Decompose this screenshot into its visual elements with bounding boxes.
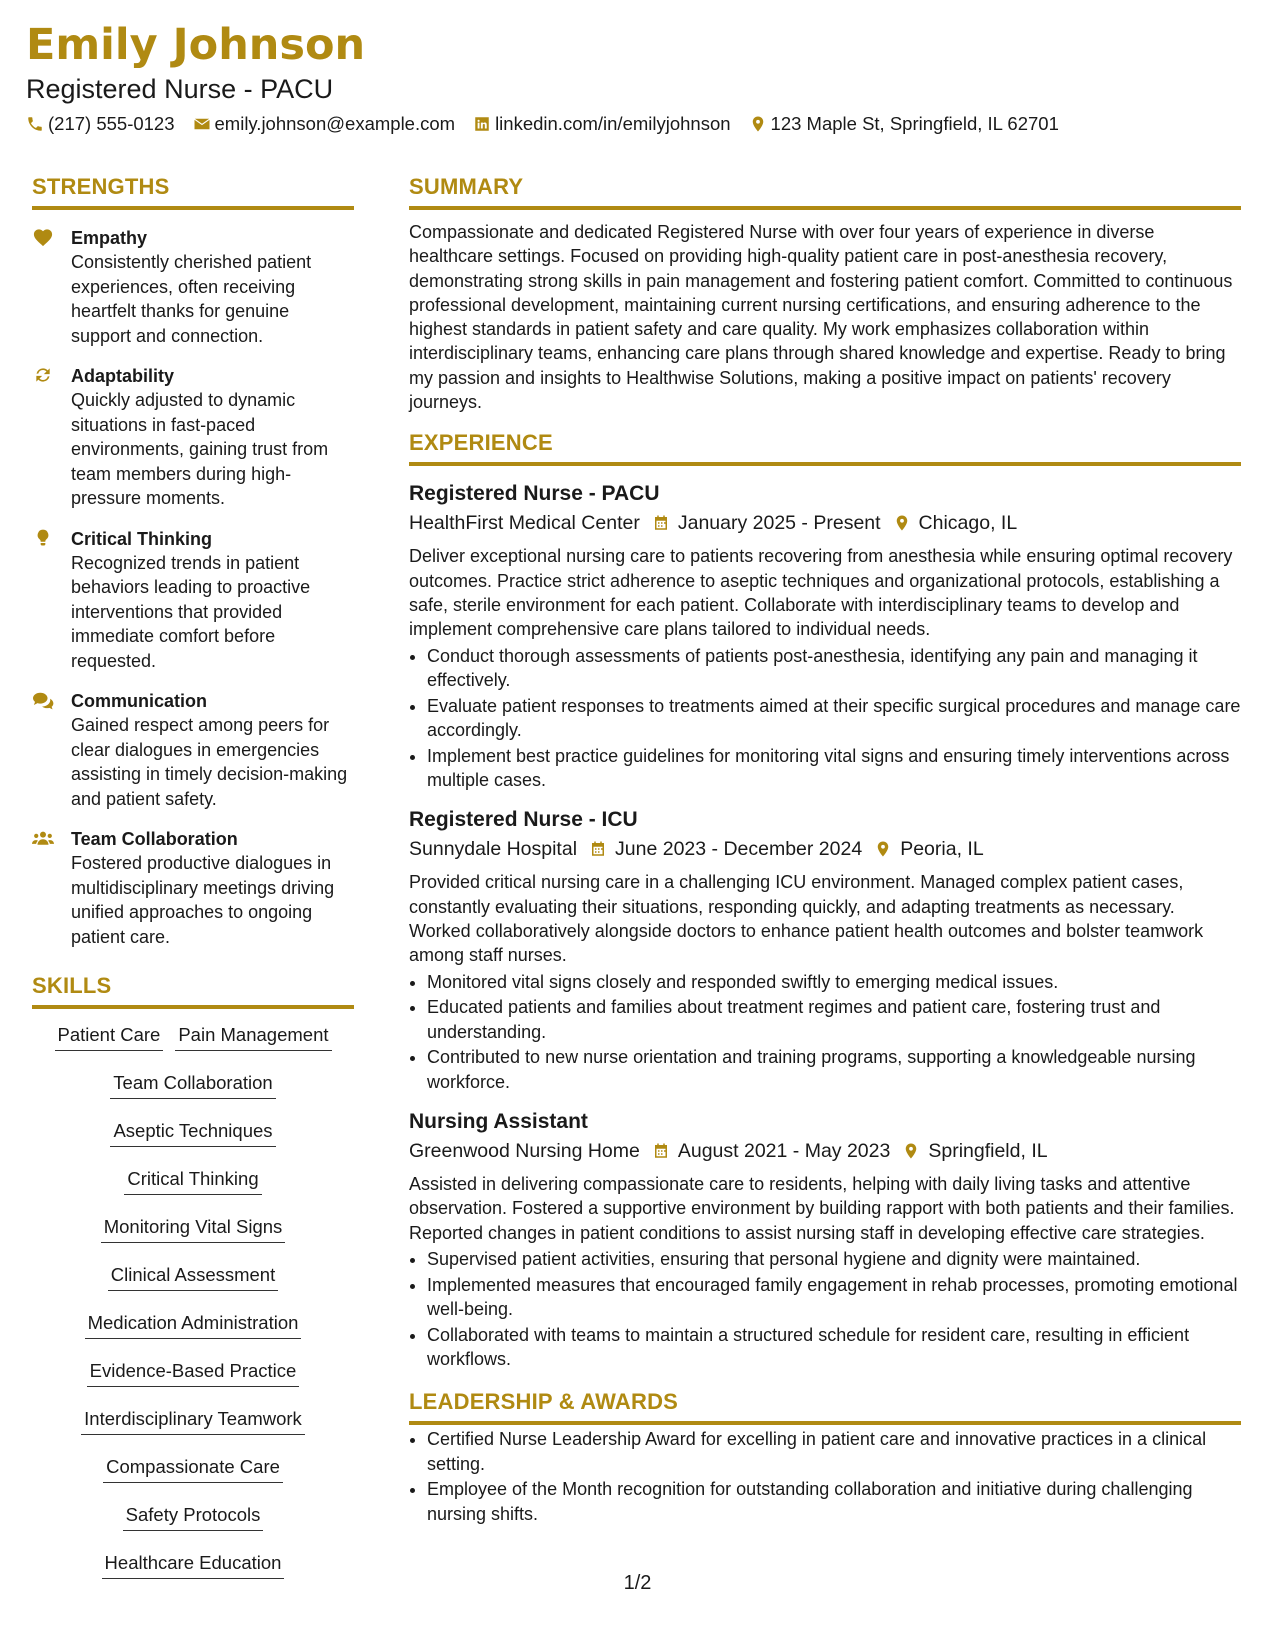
- contact-email-text: emily.johnson@example.com: [214, 113, 456, 134]
- job-meta: [409, 834, 1241, 864]
- skill-tag: Aseptic Techniques: [110, 1119, 275, 1147]
- job-bullet: • Conduct thorough assessments of patients post-anesthesia, identifying any pain and managing it effectively.: [427, 644, 1241, 693]
- map-pin-icon: [893, 513, 911, 533]
- page-number: 1/2: [623, 1572, 652, 1594]
- resume-name: Emily Johnson: [26, 20, 366, 70]
- job-dates: January 2025 - Present: [677, 512, 881, 535]
- job-description: Deliver exceptional nursing care to patients recovering from anesthesia while ensuring optimal recovery outcomes. Practice strict adherence to aseptic techniques and organizational protocols, establishing a safe, sterile environment for each patient. Collaborate with interdisciplinary teams to develop and implement comprehensive care plans tailored to individual needs.: [409, 546, 1233, 640]
- contact-email[interactable]: [193, 113, 456, 135]
- job-dates: August 2021 - May 2023: [677, 1140, 891, 1163]
- linkedin-icon: [473, 115, 495, 133]
- strength-desc: Quickly adjusted to dynamic situations in fast-paced environments, gaining trust from team members during high-pressure moments.: [71, 390, 329, 508]
- strength-title: Critical Thinking: [71, 528, 213, 549]
- strength-item: [32, 364, 354, 511]
- job-bullets: [409, 1247, 1241, 1371]
- job-bullet: • Educated patients and families about treatment regimes and patient care, fostering trust and understanding.: [427, 995, 1241, 1044]
- users-icon: [32, 828, 54, 848]
- job-bullet: • Collaborated with teams to maintain a structured schedule for resident care, resulting in efficient workflows.: [427, 1323, 1241, 1372]
- strength-title: Communication: [71, 691, 208, 711]
- contact-phone-text: (217) 555-0123: [48, 113, 175, 134]
- strength-desc: Consistently cherished patient experiences, often receiving heartfelt thanks for genuine support and connection.: [71, 252, 312, 346]
- job-location: Chicago, IL: [918, 512, 1018, 535]
- job-bullet: • Evaluate patient responses to treatments aimed at their specific surgical procedures and manage care accordingly.: [427, 694, 1241, 743]
- summary-text: Compassionate and dedicated Registered Nurse with over four years of experience in diverse healthcare settings. Focused on providing high-quality patient care in post-anesthesia recovery, demonstrating strong skills in pain management and fostering patient comfort. Committed to continuous professional development, maintaining current nursing certifications, and ensuring adherence to the highest standards in patient safety and care quality. My work emphasizes collaboration within interdisciplinary teams, enhancing care plans through shared knowledge and expertise. Ready to bring my passion and insights to Healthwise Solutions, making a positive impact on patients' recovery journeys.: [409, 222, 1233, 413]
- refresh-icon: [32, 365, 54, 385]
- job-bullet: • Implement best practice guidelines for monitoring vital signs and ensuring timely interventions across multiple cases.: [427, 744, 1241, 793]
- job-meta: [409, 1136, 1241, 1166]
- job-dates: June 2023 - December 2024: [615, 838, 863, 861]
- job-bullets: [409, 970, 1241, 1094]
- skills-heading: SKILLS: [32, 975, 354, 1009]
- skill-tag: Evidence-Based Practice: [87, 1359, 300, 1387]
- skill-tag: Safety Protocols: [123, 1503, 264, 1531]
- calendar-icon: [589, 839, 607, 859]
- phone-icon: [26, 115, 48, 133]
- strength-title: Team Collaboration: [71, 829, 238, 849]
- map-pin-icon: [902, 1141, 920, 1161]
- leadership-heading: LEADERSHIP & AWARDS: [409, 1391, 1241, 1425]
- contact-address: [749, 113, 1059, 135]
- job-entry: [409, 1108, 1241, 1371]
- contact-bar: [26, 113, 1077, 135]
- skill-tag: Patient Care: [55, 1023, 164, 1051]
- job-bullet: • Implemented measures that encouraged family engagement in rehab processes, promoting emotional well-being.: [427, 1273, 1241, 1322]
- award-item: • Certified Nurse Leadership Award for excelling in patient care and innovative practices in a clinical setting.: [427, 1427, 1241, 1476]
- job-meta: [409, 508, 1241, 538]
- job-entry: [409, 806, 1241, 1094]
- experience-heading: EXPERIENCE: [409, 432, 1241, 466]
- award-item: • Employee of the Month recognition for outstanding collaboration and initiative during challenging nursing shifts.: [427, 1477, 1241, 1526]
- skill-tag: Interdisciplinary Teamwork: [81, 1407, 305, 1435]
- comments-icon: [32, 690, 54, 710]
- strength-item: [32, 527, 354, 674]
- skill-tag: Clinical Assessment: [108, 1263, 279, 1291]
- skills-list: [32, 1023, 354, 1579]
- job-company: Greenwood Nursing Home: [409, 1140, 640, 1163]
- calendar-icon: [652, 513, 670, 533]
- summary-heading: SUMMARY: [409, 176, 1241, 210]
- skill-tag: Medication Administration: [85, 1311, 302, 1339]
- strength-item: [32, 226, 354, 348]
- contact-address-text: 123 Maple St, Springfield, IL 62701: [770, 113, 1059, 134]
- leadership-list: [409, 1427, 1241, 1526]
- skill-tag: Healthcare Education: [102, 1551, 285, 1579]
- strength-title: Adaptability: [71, 366, 175, 386]
- job-bullet: • Supervised patient activities, ensuring that personal hygiene and dignity were maintained.: [427, 1247, 1241, 1271]
- contact-phone[interactable]: [26, 113, 175, 135]
- strength-desc: Fostered productive dialogues in multidisciplinary meetings driving unified approaches to ongoing patient care.: [71, 853, 335, 947]
- job-location: Peoria, IL: [900, 838, 984, 861]
- strength-item: [32, 827, 354, 949]
- strength-desc: Recognized trends in patient behaviors leading to proactive interventions that provided immediate comfort before requested.: [71, 552, 311, 671]
- job-entry: [409, 480, 1241, 792]
- job-company: HealthFirst Medical Center: [409, 512, 640, 535]
- job-location: Springfield, IL: [928, 1140, 1048, 1163]
- job-bullet: • Monitored vital signs closely and responded swiftly to emerging medical issues.: [427, 970, 1241, 994]
- job-bullets: [409, 644, 1241, 793]
- strength-desc: Gained respect among peers for clear dialogues in emergencies assisting in timely decision-making and patient safety.: [71, 715, 348, 809]
- skill-tag: Pain Management: [175, 1023, 331, 1051]
- map-pin-icon: [749, 115, 771, 133]
- job-description: Assisted in delivering compassionate care to residents, helping with daily living tasks and attentive observation. Fostered a supportive environment by building rapport with both patients and their families. Reported changes in patient conditions to assist nursing staff in developing effective care strategies.: [409, 1174, 1235, 1243]
- skill-tag: Team Collaboration: [110, 1071, 275, 1099]
- job-title: Nursing Assistant: [409, 1110, 588, 1134]
- job-title: Registered Nurse - ICU: [409, 808, 638, 832]
- strength-item: [32, 689, 354, 811]
- skill-tag: Compassionate Care: [103, 1455, 283, 1483]
- resume-role: Registered Nurse - PACU: [26, 74, 334, 104]
- contact-linkedin-text: linkedin.com/in/emilyjohnson: [495, 113, 731, 134]
- right-column: [409, 176, 1241, 1528]
- strengths-heading: STRENGTHS: [32, 176, 354, 210]
- contact-linkedin[interactable]: [473, 113, 730, 135]
- skill-tag: Monitoring Vital Signs: [101, 1215, 286, 1243]
- calendar-icon: [652, 1141, 670, 1161]
- strength-title: Empathy: [71, 228, 148, 248]
- envelope-icon: [193, 115, 215, 133]
- left-column: [32, 176, 354, 1599]
- map-pin-icon: [874, 839, 892, 859]
- job-bullet: • Contributed to new nurse orientation and training programs, supporting a knowledgeable nursing workforce.: [427, 1045, 1241, 1094]
- heart-icon: [32, 227, 54, 247]
- skill-tag: Critical Thinking: [124, 1167, 261, 1195]
- job-description: Provided critical nursing care in a challenging ICU environment. Managed complex patient cases, constantly evaluating their situations, responding quickly, and adapting treatments as necessary. Worked collaboratively alongside doctors to enhance patient health outcomes and bolster teamwork among staff nurses.: [409, 872, 1204, 966]
- lightbulb-icon: [32, 528, 54, 548]
- job-title: Registered Nurse - PACU: [409, 482, 660, 506]
- job-company: Sunnydale Hospital: [409, 838, 578, 861]
